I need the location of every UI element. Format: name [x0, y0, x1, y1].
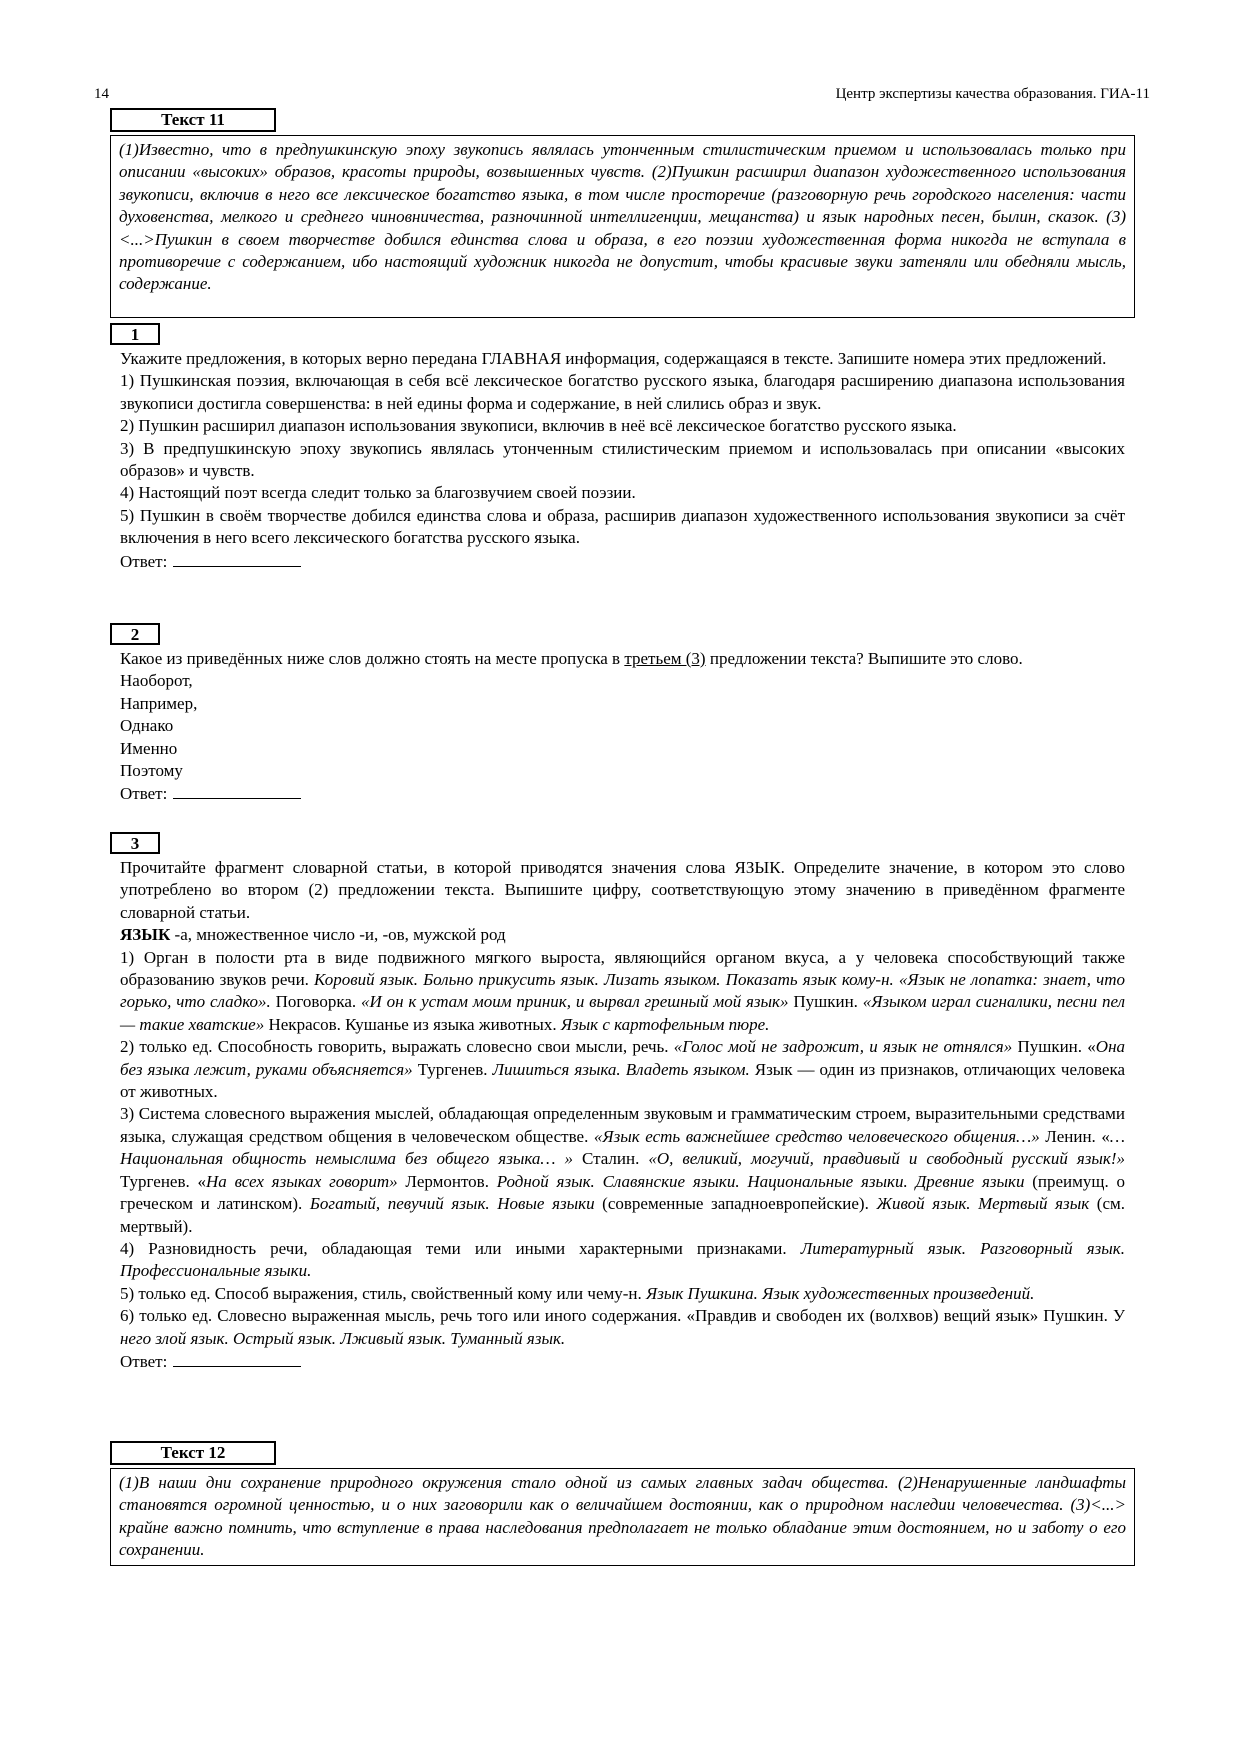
question-3: [120, 857, 1125, 1373]
prompt-text: Какое из приведённых ниже слов должно стоять на месте пропуска в: [120, 649, 625, 668]
question-2: [120, 648, 1125, 806]
question-1-answer: [120, 550, 1125, 573]
prompt-underlined: третьем (3): [624, 649, 706, 668]
text-12-box: [110, 1468, 1135, 1566]
meaning-text: Ленин. «: [1039, 1126, 1110, 1146]
meaning-text: 2) только ед. Способность говорить, выражать словесно свои мысли, речь.: [120, 1037, 674, 1057]
meaning-text: Лермонтов.: [397, 1171, 497, 1191]
meaning-example: Лишиться языка. Владеть языком.: [492, 1059, 750, 1079]
meaning-text: 1) Орган в полости рта в виде подвижного мягкого выроста, являющийся органом вкуса, а у человека способствующий также образованию звуков речи.: [120, 947, 1125, 990]
text-12-body: (1)В наши дни сохранение природного окружения стало одной из самых главных задач общества. (2)Ненарушенные ландшафты становятся огромной ценностью, и о них заговорили как о величайшем достоянии, как о природном наследии человечества. (3)<...> крайне важно помнить, что вступление в права наследования предполагает не только обладание этим достоянием, но и заботу о его сохранении.: [119, 1473, 1126, 1560]
meaning-example: Язык с картофельным пюре.: [560, 1014, 770, 1034]
text-11-body: (1)Известно, что в предпушкинскую эпоху звукопись являлась утонченным стилистическим приемом и использовалась только при описании «высоких» образов, красоты природы, возвышенных чувств. (2)Пушкин расширил диапазон художественного использования звукописи, включив в него все лексическое богатство языка, в том числе просторечие (разговорную речь городского населения: части духовенства, мелкого и среднего чиновничества, разночинной интеллигенции, мещанства) и язык народных песен, былин, сказок. (3)<...>Пушкин в своем творчестве добился единства слова и образа, в его поэзии художественная форма никогда не вступала в противоречие с содержанием, ибо настоящий художник никогда не допустит, чтобы красивые звуки затеняли или обедняли мысль, содержание.: [119, 140, 1126, 294]
meaning-example: «Язык есть важнейшее средство человеческого общения…»: [593, 1126, 1040, 1146]
meaning-example: Литературный язык. Разговорный язык. Профессиональные языки.: [120, 1238, 1125, 1281]
meaning-text: 5) только ед. Способ выражения, стиль, свойственный кому или чему-н.: [120, 1283, 647, 1303]
answer-label: Ответ:: [120, 784, 168, 804]
meaning-example: …Национальная общность немыслима без общего языка… »: [120, 1126, 1125, 1169]
meaning-text: Тургенев. «: [120, 1171, 207, 1191]
meaning-text: 6) только ед. Словесно выраженная мысль, речь того или иного содержания. «Правдив и свободен их (волхвов) вещий язык» Пушкин. У: [120, 1306, 1125, 1326]
meaning-text: 3) Система словесного выражения мыслей, обладающая определенным звуковым и грамматическим строем, выразительными средствами языка, служащая средством общения в человеческом обществе.: [120, 1104, 1125, 1146]
prompt-text: предложении текста? Выпишите это слово.: [705, 649, 1023, 668]
page-number: 14: [94, 86, 109, 102]
dictionary-headword: ЯЗЫК: [120, 925, 171, 945]
meaning-6: [120, 1305, 1125, 1350]
question-2-number: 2: [110, 623, 160, 645]
meaning-2: [120, 1036, 1125, 1103]
headword-grammar: -а, множественное число -и, -ов, мужской род: [170, 925, 506, 945]
meaning-text: 4) Разновидность речи, обладающая теми или иными характерными признаками.: [120, 1238, 801, 1258]
answer-line[interactable]: [173, 1350, 301, 1367]
meaning-example: Она без языка лежит, руками объясняется»: [120, 1037, 1126, 1079]
meaning-text: Пушкин. «: [1012, 1037, 1096, 1057]
meaning-text: Язык — один из признаков, отличающих человека от животных.: [120, 1059, 1125, 1102]
question-1-option-2: 2) Пушкин расширил диапазон использования звукописи, включив в неё всё лексическое богатство русского языка.: [120, 416, 957, 436]
meaning-text: (см. мертвый).: [120, 1194, 1125, 1236]
question-1-number: 1: [110, 323, 160, 345]
question-2-option-4: Именно: [120, 738, 178, 758]
question-2-option-2: Например,: [120, 693, 198, 713]
meaning-example: «Голос мой не задрожит, и язык не отнялся»: [673, 1037, 1013, 1057]
meaning-example: Родной язык. Славянские языки. Национальные языки. Древние языки: [496, 1171, 1025, 1191]
question-3-number: 3: [110, 832, 160, 854]
question-3-answer: [120, 1350, 1125, 1373]
page-header: [94, 86, 1150, 108]
dictionary-headword-line: [120, 924, 1125, 946]
meaning-example: «Языком играл сигналики, песни пел — такие хватские»: [120, 992, 1125, 1034]
question-1-option-3: 3) В предпушкинскую эпоху звукопись являлась утонченным стилистическим приемом и использовалась при описании «высоких образов» и чувств.: [120, 438, 1125, 481]
meaning-4: [120, 1238, 1125, 1283]
meaning-example: него злой язык. Острый язык. Лживый язык. Туманный язык.: [120, 1328, 566, 1348]
question-2-answer: [120, 782, 1125, 805]
meaning-text: Поговорка.: [270, 992, 361, 1012]
header-title: Центр экспертизы качества образования. ГИА-11: [835, 86, 1150, 102]
question-2-prompt: [120, 648, 1125, 670]
meaning-text: (современные западноевропейские).: [594, 1194, 877, 1214]
question-2-option-1: Наоборот,: [120, 671, 193, 691]
meaning-example: Богатый, певучий язык. Новые языки: [309, 1194, 595, 1214]
answer-label: Ответ:: [120, 1351, 168, 1371]
text-12-label: Текст 12: [110, 1441, 276, 1465]
question-2-option-3: Однако: [120, 716, 174, 736]
question-1-option-1: 1) Пушкинская поэзия, включающая в себя всё лексическое богатство русского языка, благодаря расширению диапазона использования звукописи достигла совершенства: в ней едины форма и содержание, в ней слились образ и звук.: [120, 371, 1125, 413]
answer-line[interactable]: [173, 550, 301, 567]
text-11-box: [110, 135, 1135, 318]
meaning-text: Тургенев.: [412, 1059, 493, 1079]
question-1-option-5: 5) Пушкин в своём творчестве добился единства слова и образа, расширив диапазон художественного использования звукописи за счёт включения в него всего лексического богатства русского языка.: [120, 505, 1125, 548]
question-1-prompt: Укажите предложения, в которых верно передана ГЛАВНАЯ информация, содержащаяся в тексте. Запишите номера этих предложений.: [120, 349, 1107, 368]
meaning-3: [120, 1103, 1125, 1237]
meaning-text: Пушкин.: [788, 992, 863, 1012]
question-1: [120, 348, 1125, 573]
question-3-prompt: Прочитайте фрагмент словарной статьи, в которой приводятся значения слова ЯЗЫК. Определите значение, в котором это слово употреблено во втором (2) предложении текста. Выпишите цифру, соответствующую этому значению в приведённом фрагменте словарной статьи.: [120, 858, 1125, 922]
meaning-text: (преимущ. о греческом и латинском).: [120, 1171, 1125, 1214]
meaning-example: «О, великий, могучий, правдивый и свободный русский язык!»: [648, 1149, 1126, 1169]
answer-line[interactable]: [173, 782, 301, 799]
answer-label: Ответ:: [120, 551, 168, 571]
meaning-text: Сталин.: [572, 1149, 649, 1169]
meaning-example: На всех языках говорит»: [206, 1171, 398, 1191]
meaning-example: «И он к устам моим приник, и вырвал грешный мой язык»: [360, 992, 789, 1012]
question-2-option-5: Поэтому: [120, 761, 183, 781]
question-1-option-4: 4) Настоящий поэт всегда следит только за благозвучием своей поэзии.: [120, 483, 636, 503]
meaning-example: Живой язык. Мертвый язык: [876, 1194, 1090, 1214]
meaning-5: [120, 1283, 1125, 1305]
meaning-text: Некрасов. Кушанье из языка животных.: [264, 1014, 561, 1034]
meaning-example: Язык Пушкина. Язык художественных произведений.: [646, 1283, 1035, 1303]
text-11-label: Текст 11: [110, 108, 276, 132]
meaning-example: Коровий язык. Больно прикусить язык. Лизать языком. Показать язык кому-н. «Язык не лопатка: знает, что горько, что сладко».: [120, 970, 1125, 1012]
meaning-1: [120, 947, 1125, 1037]
